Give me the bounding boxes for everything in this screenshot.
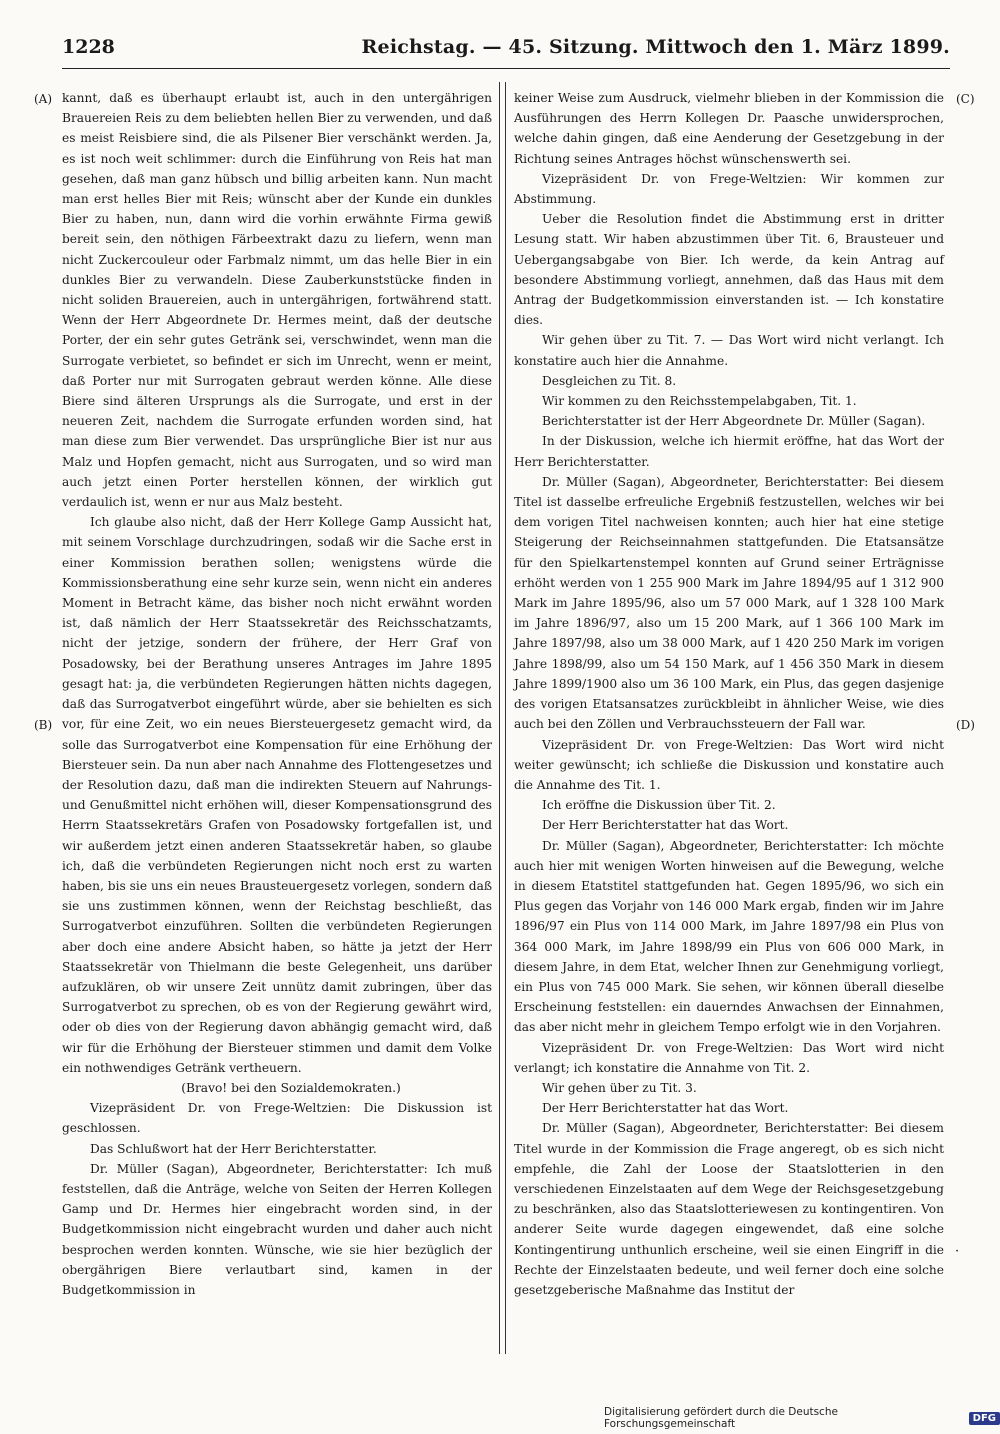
paragraph: Dr. Müller (Sagan), Abgeordneter, Berichterstatter: Bei diesem Titel ist dasselbe erfreuliche Ergebniß festzustellen, welches wir bei dem vorigen Titel nachweisen konnten; auch hier hat eine stetige Steigerung der Reichseinnahmen stattgefunden. Die Etatsansätze für den Spielkartenstempel konnten auf Grund seiner Erträgnisse erhöht werden von 1 255 900 Mark im Jahre 1894/95 auf 1 312 900 Mark im Jahre 1895/96, also um 57 000 Mark, auf 1 328 100 Mark im Jahre 1896/97, also um 15 200 Mark, auf 1 366 100 Mark im Jahre 1897/98, also um 38 000 Mark, auf 1 420 250 Mark im vorigen Jahre 1898/99, also um 54 150 Mark, auf 1 456 350 Mark in diesem Jahre 1899/1900 also um 36 100 Mark, ein Plus, das gegen dasjenige des vorigen Etatsansatzes zurückbleibt in ähnlicher Weise, wie dies auch bei den Zöllen und Verbrauchssteuern der Fall war. bbox=[514, 474, 944, 732]
paragraph: In der Diskussion, welche ich hiermit eröffne, hat das Wort der Herr Berichterstatter. bbox=[514, 434, 944, 469]
column-divider bbox=[499, 82, 506, 1354]
paragraph: kannt, daß es überhaupt erlaubt ist, auch in den untergährigen Brauereien Reis zu dem beliebten hellen Bier zu verwenden, und daß es meist Reisbiere sind, die als Pilsener Bier verschänkt werden. Ja, es ist noch weit schlimmer: durch die Einführung von Reis hat man gesehen, daß man ganz hübsch und billig arbeiten kann. Nun macht man erst helles Bier mit Reis; wünscht aber der Kunde ein dunkles Bier zu haben, nun, dann wird die vorhin erwähnte Firma gewiß bereit sein, den nöthigen Färbeextrakt dazu zu liefern, wenn man nicht Zuckercouleur oder Farbmalz nimmt, um das helle Bier in ein dunkles Bier zu verwandeln. Diese Zauberkunststücke finden in nicht soliden Brauereien, auch in untergährigen, fortwährend statt. Wenn der Herr Abgeordnete Dr. Hermes meint, daß der deutsche Porter, der ein sehr gutes Getränk sei, verschwindet, wenn man die Surrogate verbietet, so befindet er sich im Unrecht, wenn er meint, daß Porter nur mit Surrogaten gebraut werden könne. Alle diese Biere sind älteren Ursprungs als die Surrogate, und erst in der neueren Zeit, nachdem die Surrogate erfunden worden sind, hat man diese zum Bier verwendet. Das ursprüngliche Bier ist nur aus Malz und Hopfen gemacht, nicht aus Surrogaten, und so wird man auch jetzt einen Porter herstellen können, der wirklich gut verdaulich ist, wenn er nur aus Malz besteht. bbox=[62, 91, 492, 510]
paragraph: Vizepräsident Dr. von Frege-Weltzien: Das Wort wird nicht weiter gewünscht; ich schließe die Diskussion und konstatire auch die Annahme des Tit. 1. bbox=[514, 737, 944, 792]
paragraph: Wir gehen über zu Tit. 3. bbox=[542, 1080, 697, 1095]
margin-dot: · bbox=[955, 1244, 960, 1259]
paragraph: Desgleichen zu Tit. 8. bbox=[542, 373, 677, 388]
paragraph: Dr. Müller (Sagan), Abgeordneter, Berichterstatter: Ich muß feststellen, daß die Anträge, welche von Seiten der Herren Kollegen Gamp und Dr. Hermes hier eingebracht worden sind, in der Budgetkommission nicht eingebracht wurden und daher auch nicht besprochen werden konnten. Wünsche, wie sie hier bezüglich der obergährigen Biere verlautbart sind, kamen in der Budgetkommission in bbox=[62, 1161, 492, 1297]
paragraph: Dr. Müller (Sagan), Abgeordneter, Berichterstatter: Bei diesem Titel wurde in der Kommission die Frage angeregt, ob es sich nicht empfehle, die Zahl der Loose der Staatslotterien in den verschiedenen Einzelstaaten auf dem Wege der Reichsgesetzgebung zu beschränken, also das Staatslotteriewesen zu kontingentiren. Von anderer Seite wurde dagegen eingewendet, daß eine solche Kontingentirung unthunlich erscheine, weil sie einen Eingriff in die Rechte der Einzelstaaten bedeute, und weil ferner doch eine solche gesetzgeberische Maßnahme das Institut der bbox=[514, 1121, 944, 1297]
paragraph: Der Herr Berichterstatter hat das Wort. bbox=[542, 1101, 789, 1116]
paragraph: Ich glaube also nicht, daß der Herr Kollege Gamp Aussicht hat, mit seinem Vorschlage durchzudringen, sodaß wir die Sache erst in einer Kommission berathen sollen; wenigstens würde die Kommissionsberathung eine sehr kurze sein, wenn nicht ein anderes Moment in Betracht käme, das bisher noch nicht erwähnt worden ist, daß nämlich der Herr Staatssekretär des Reichsschatzamts, nicht der jetzige, sondern der frühere, der Herr Graf von Posadowsky, bei der Berathung unseres Antrages im Jahre 1895 gesagt hat: ja, die verbündeten Regierungen hätten nichts dagegen, daß das Surrogatverbot eingeführt würde, aber sie behielten es sich vor, für eine Zeit, wo ein neues Biersteuergesetz gemacht wird, da solle das Surrogatverbot eine Kompensation für eine Erhöhung der Biersteuer sein. Da nun aber nach Annahme des Flottengesetzes und der Resolution dazu, daß man die indirekten Steuern auf Nahrungs- und Genußmittel nicht erhöhen will, dieser Kompensationsgrund des Herrn Staatssekretärs Grafen von Posadowsky fortgefallen ist, und wir außerdem jetzt einen anderen Staatssekretär haben, so glaube ich, daß die verbündeten Regierungen nicht noch erst zu warten haben, bis sie uns ein neues Brausteuergesetz vorlegen, sondern daß sie uns zustimmen können, wenn der Reichstag beschließt, das Surrogatverbot einzuführen. Sollten die verbündeten Regierungen aber doch eine andere Absicht haben, so hätte ja jetzt der Herr Staatssekretär von Thielmann die beste Gelegenheit, uns darüber aufzuklären, ob wir unsere Zeit unnütz damit zubringen, über das Surrogatverbot zu sprechen, ob es von der Regierung gewährt wird, oder ob dies von der Regierung davon abhängig gemacht wird, daß wir für die Erhöhung der Biersteuer stimmen und damit dem Volke ein nothwendiges Getränk vertheuern. bbox=[62, 515, 492, 1075]
paragraph: Vizepräsident Dr. von Frege-Weltzien: Die Diskussion ist geschlossen. bbox=[62, 1101, 492, 1136]
paragraph: Ich eröffne die Diskussion über Tit. 2. bbox=[542, 798, 776, 813]
paragraph: keiner Weise zum Ausdruck, vielmehr blieben in der Kommission die Ausführungen des Herrn Kollegen Dr. Paasche unwidersprochen, welche dahin gingen, daß eine Aenderung der Gesetzgebung in der Richtung seines Antrages höchst wünschenswerth sei. bbox=[514, 91, 944, 166]
paragraph: Vizepräsident Dr. von Frege-Weltzien: Das Wort wird nicht verlangt; ich konstatire die Annahme von Tit. 2. bbox=[514, 1040, 944, 1075]
interjection: (Bravo! bei den Sozialdemokraten.) bbox=[181, 1080, 401, 1095]
margin-marker-b: (B) bbox=[34, 718, 53, 732]
paragraph: Wir gehen über zu Tit. 7. — Das Wort wird nicht verlangt. Ich konstatire auch hier die Annahme. bbox=[514, 333, 944, 368]
dfg-logo: DFG bbox=[969, 1412, 1000, 1425]
credit-text: Digitalisierung gefördert durch die Deutsche Forschungsgemeinschaft bbox=[604, 1406, 838, 1430]
paragraph: Berichterstatter ist der Herr Abgeordnete Dr. Müller (Sagan). bbox=[542, 414, 926, 429]
page-header bbox=[62, 36, 950, 69]
margin-marker-a: (A) bbox=[34, 92, 53, 106]
paragraph: Dr. Müller (Sagan), Abgeordneter, Berichterstatter: Ich möchte auch hier mit wenigen Worten hinweisen auf die Bewegung, welche in diesem Etatstitel stattgefunden hat. Gegen 1895/96, wo sich ein Plus gegen das Vorjahr von 146 000 Mark ergab, finden wir im Jahre 1896/97 ein Plus von 114 000 Mark, im Jahre 1897/98 ein Plus von 364 000 Mark, im Jahre 1898/99 ein Plus von 606 000 Mark, in diesem Jahre, in dem Etat, welcher Ihnen zur Genehmigung vorliegt, ein Plus von 745 000 Mark. Sie sehen, wir können überall dieselbe Erscheinung feststellen: ein dauerndes Anwachsen der Einnahmen, das aber nicht mehr in gleichem Tempo erfolgt wie in den Vorjahren. bbox=[514, 838, 944, 1035]
page-number: 1228 bbox=[62, 36, 115, 58]
margin-marker-c: (C) bbox=[956, 92, 975, 106]
paragraph: Wir kommen zu den Reichsstempelabgaben, Tit. 1. bbox=[542, 394, 857, 409]
margin-marker-d: (D) bbox=[956, 718, 975, 732]
paragraph: Vizepräsident Dr. von Frege-Weltzien: Wir kommen zur Abstimmung. bbox=[514, 171, 944, 207]
digitization-credit bbox=[604, 1408, 1000, 1428]
paragraph: Ueber die Resolution findet die Abstimmung erst in dritter Lesung statt. Wir haben abzustimmen über Tit. 6, Brausteuer und Uebergangsabgabe von Bier. Ich werde, da kein Antrag auf besondere Abstimmung vorliegt, annehmen, daß das Haus mit dem Antrag der Budgetkommission einverstanden ist. — Ich konstatire dies. bbox=[514, 212, 944, 328]
left-column bbox=[62, 88, 492, 1300]
running-title: Reichstag. — 45. Sitzung. Mittwoch den 1. März 1899. bbox=[361, 36, 950, 58]
right-column bbox=[514, 88, 944, 1300]
paragraph: Der Herr Berichterstatter hat das Wort. bbox=[542, 818, 789, 833]
paragraph: Das Schlußwort hat der Herr Berichterstatter. bbox=[90, 1141, 377, 1156]
